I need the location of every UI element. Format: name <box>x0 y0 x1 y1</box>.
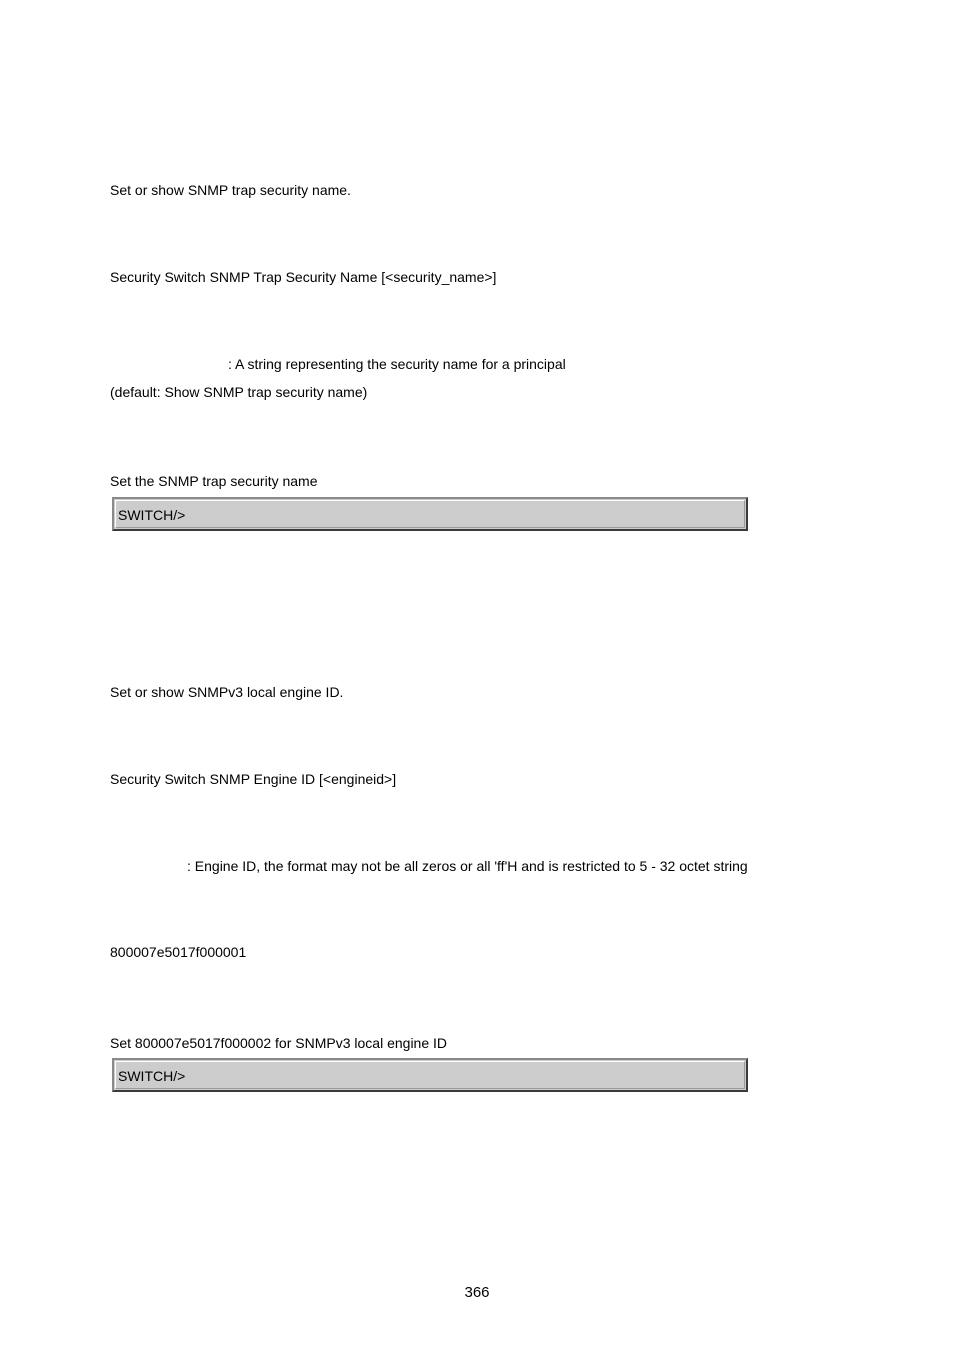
trap-security-example-title: Set the SNMP trap security name <box>110 473 318 489</box>
trap-security-syntax: Security Switch SNMP Trap Security Name [<security_name>] <box>110 269 497 285</box>
trap-security-description: Set or show SNMP trap security name. <box>110 182 351 198</box>
trap-security-command-box <box>112 497 748 531</box>
command-box-bevel <box>115 1061 745 1089</box>
trap-security-parameter-desc: : A string representing the security name for a principal <box>228 356 566 372</box>
command-prompt: SWITCH/> <box>118 507 186 523</box>
trap-security-default: (default: Show SNMP trap security name) <box>110 384 368 400</box>
engine-id-default-value: 800007e5017f000001 <box>110 944 247 960</box>
engine-id-description: Set or show SNMPv3 local engine ID. <box>110 684 344 700</box>
command-box-bevel <box>115 500 745 528</box>
page-number: 366 <box>464 1284 490 1301</box>
engine-id-parameter-desc: : Engine ID, the format may not be all zeros or all 'ff'H and is restricted to 5 - 32 octet string <box>187 858 748 874</box>
engine-id-syntax: Security Switch SNMP Engine ID [<engineid>] <box>110 771 397 787</box>
engine-id-command-box <box>112 1058 748 1092</box>
engine-id-example-title: Set 800007e5017f000002 for SNMPv3 local engine ID <box>110 1035 448 1051</box>
command-prompt: SWITCH/> <box>118 1068 186 1084</box>
